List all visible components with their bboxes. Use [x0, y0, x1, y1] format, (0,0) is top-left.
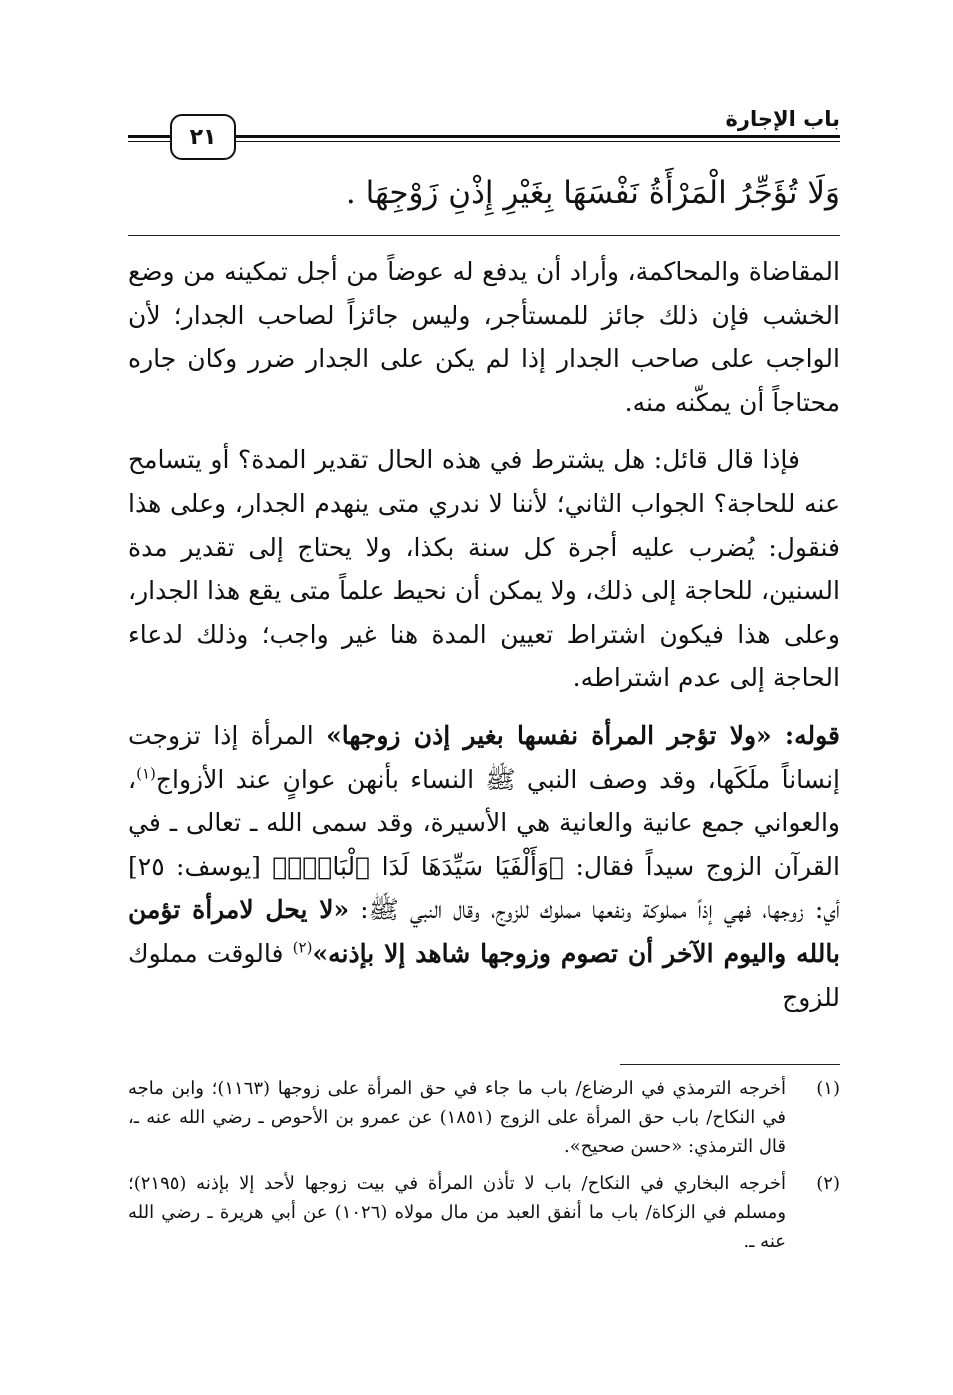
paragraph-1: المقاضاة والمحاكمة، وأراد أن يدفع له عوضاً من أجل تمكينه من وضع الخشب فإن ذلك جائز للمستأجر، وليس جائزاً لصاحب الجدار؛ لأن الواجب على صاحب الجدار إذا لم يكن على الجدار ضرر وكان جاره محتاجاً أن يمكّنه منه. — [128, 257, 840, 417]
page-header — [128, 104, 840, 158]
paragraph-2: فإذا قال قائل: هل يشترط في هذه الحال تقدير المدة؟ أو يتسامح عنه للحاجة؟ الجواب الثاني؛ لأننا لا ندري متى ينهدم الجدار، وعلى هذا فنقول: يُضرب عليه أجرة كل سنة بكذا، ولا يحتاج إلى تقدير مدة السنين، للحاجة إلى ذلك، ولا يمكن أن نحيط علماً متى يقع هذا الجدار، وعلى هذا فيكون اشتراط تعيين المدة هنا غير واجب؛ وذلك لدعاء الحاجة إلى عدم اشتراطه. — [128, 445, 840, 693]
paragraph-3-text-c: فالوقت مملوك للزوج — [128, 938, 840, 1012]
footnote-1 — [128, 1074, 840, 1161]
footnote-2 — [128, 1169, 840, 1256]
footnote-number: (٢) — [816, 1173, 840, 1194]
page-number — [170, 114, 236, 160]
hadith-quote: «لا يحل لامرأة تؤمن بالله واليوم الآخر أن تصوم وزوجها شاهد إلا بإذنه» — [128, 895, 840, 968]
footnote-ref-1: (١) — [136, 764, 156, 783]
footnotes — [128, 1074, 840, 1264]
verse-divider — [128, 235, 840, 236]
footnote-ref-2: (٢) — [292, 938, 313, 957]
matn-verse: وَلَا تُؤَجِّرُ الْمَرْأَةُ نَفْسَهَا بِغَيْرِ إِذْنِ زَوْجِهَا . — [345, 175, 840, 211]
page-number-text: ٢١ — [189, 124, 217, 150]
paragraph-3-text-a: المرأة إذا تزوجت إنساناً ملَكَها، وقد وصف النبي ﷺ النساء بأنهن عوانٍ عند الأزواج — [128, 720, 840, 794]
header-rule — [234, 135, 840, 142]
commentary-lead: قوله: «ولا تؤجر المرأة نفسها بغير إذن زوجها» — [326, 720, 841, 750]
body-text — [128, 250, 840, 1033]
running-title: باب الإجارة — [725, 107, 840, 131]
footnote-text: أخرجه البخاري في النكاح/ باب لا تأذن المرأة في بيت زوجها لأحد إلا بإذنه (٢١٩٥)؛ ومسلم في الزكاة/ باب ما أنفق العبد من مال مولاه (١٠٢٦) عن أبي هريرة ـ رضي الله عنه ـ. — [128, 1173, 787, 1252]
footnote-number: (١) — [816, 1078, 840, 1099]
footnote-text: أخرجه الترمذي في الرضاع/ باب ما جاء في حق المرأة على زوجها (١١٦٣)؛ وابن ماجه في النكاح/ باب حق المرأة على الزوج (١٨٥١) عن عمرو بن الأحوص ـ رضي الله عنه ـ، قال الترمذي: «حسن صحيح». — [128, 1078, 787, 1157]
footnote-divider — [620, 1064, 840, 1065]
header-rule-short — [128, 135, 170, 142]
paragraph-3 — [128, 714, 840, 1019]
paragraph-3-text-b: ، والعواني جمع عانية والعانية هي الأسيرة، وقد سمى الله ـ تعالى ـ في القرآن الزوج سيداً فقال: ﴿وَأَلْفَيَا سَيِّدَهَا لَدَا ٱلْبَابِۚ﴾ [يوسف: ٢٥] أي: زوجها، فهي إذاً مملوكة ونفعها مملوك للزوج، وقال النبي ﷺ: — [128, 764, 840, 925]
